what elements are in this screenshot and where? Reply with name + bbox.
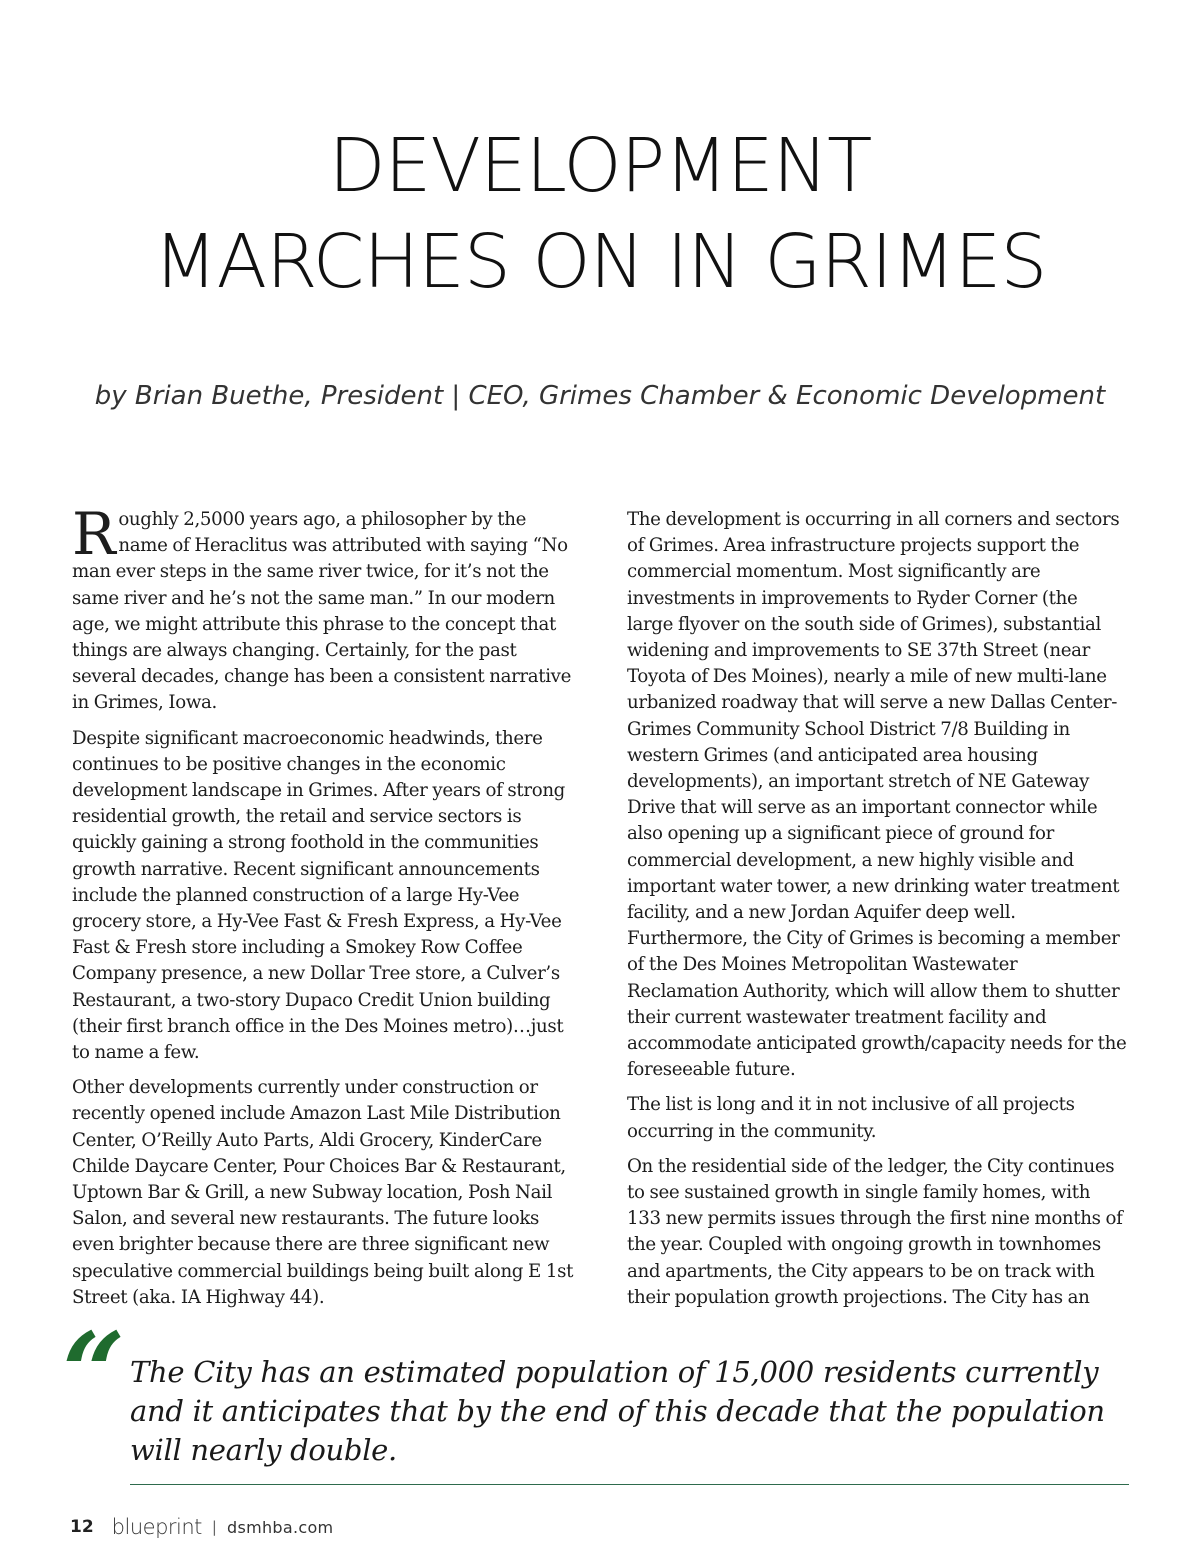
pull-quote: The City has an estimated population of 15,000 residents currently and it anticipates that by the end of this decade that the population will nearly double. <box>130 1355 1105 1467</box>
quote-mark-icon: “ <box>62 1308 126 1437</box>
website-link[interactable]: dsmhba.com <box>226 1517 334 1537</box>
right-paragraph-2: The list is long and it in not inclusive of all projects occurring in the community. <box>627 1094 1075 1142</box>
page-footer <box>70 1515 333 1539</box>
left-paragraph-3: Other developments currently under construction or recently opened include Amazon Last Mile Distribution Center, O’Reilly Auto Parts, Aldi Grocery, KinderCare Childe Daycare Center, Pour Choices Bar & Restaurant, Uptown Bar & Grill, a new Subway location, Posh Nail Salon, and several new restaurants. The future looks even brighter because there are three significant new speculative commercial buildings being built along E 1st Street (aka. IA Highway 44). <box>72 1077 574 1308</box>
article-title <box>0 118 1200 310</box>
right-paragraph-3: On the residential side of the ledger, the City continues to see sustained growth in single family homes, with 133 new permits issues through the first nine months of the year. Coupled with ongoing growth in townhomes and apartments, the City appears to be on track with their population growth projections. The City has an <box>627 1155 1123 1308</box>
pull-quote-divider <box>130 1484 1129 1485</box>
right-column <box>627 507 1127 1320</box>
title-line-2: MARCHES ON IN GRIMES <box>153 219 1047 305</box>
left-paragraph-2: Despite significant macroeconomic headwinds, there continues to be positive changes in the economic development landscape in Grimes. After years of strong residential growth, the retail and service sectors is quickly gaining a strong foothold in the communities growth narrative. Recent significant announcements include the planned construction of a large Hy-Vee grocery store, a Hy-Vee Fast & Fresh Express, a Hy-Vee Fast & Fresh store including a Smokey Row Coffee Company presence, a new Dollar Tree store, a Culver’s Restaurant, a two-story Dupaco Credit Union building (their first branch office in the Des Moines metro)…just to name a few. <box>72 727 565 1064</box>
byline: by Brian Buethe, President | CEO, Grimes Chamber & Economic Development <box>94 381 1106 411</box>
right-paragraph-1: The development is occurring in all corners and sectors of Grimes. Area infrastructure projects support the commercial momentum. Most significantly are investments in improvements to Ryder Corner (the large flyover on the south side of Grimes), substantial widening and improvements to SE 37th Street (near Toyota of Des Moines), nearly a mile of new multi-lane urbanized roadway that will serve a new Dallas Center-Grimes Community School District 7/8 Building in western Grimes (and anticipated area housing developments), an important stretch of NE Gateway Drive that will serve as an important connector while also opening up a significant piece of ground for commercial development, a new highly visible and important water tower, a new drinking water treatment facility, and a new Jordan Aquifer deep well. Furthermore, the City of Grimes is becoming a member of the Des Moines Metropolitan Wastewater Reclamation Authority, which will allow them to shutter their current wastewater treatment facility and accommodate anticipated growth/capacity needs for the foreseeable future. <box>627 509 1127 1081</box>
left-paragraph-1 <box>72 500 577 717</box>
drop-cap: R <box>72 500 116 568</box>
left-column <box>72 500 577 1320</box>
brand-logo: blueprint <box>111 1515 202 1539</box>
footer-separator: | <box>211 1518 217 1536</box>
left-paragraph-1-text: oughly 2,5000 years ago, a philosopher by the name of Heraclitus was attributed with saying “No man ever steps in the same river twice, for it’s not the same river and he’s not the same man.” In our modern age, we might attribute this phrase to the concept that things are always changing. Certainly, for the past several decades, change has been a consistent narrative in Grimes, Iowa. <box>72 509 572 714</box>
page-number: 12 <box>70 1517 94 1537</box>
title-line-1: DEVELOPMENT <box>328 123 872 209</box>
